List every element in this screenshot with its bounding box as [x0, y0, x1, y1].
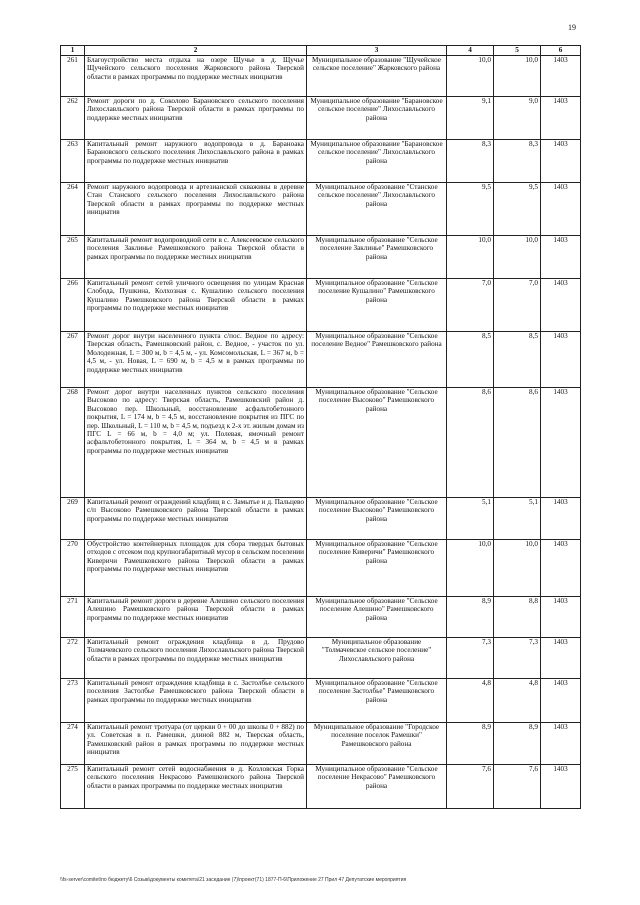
row-value-1: 4,8	[447, 679, 494, 723]
row-description: Капитальный ремонт дороги в деревне Алешино сельского поселения Алешино Рамешковского района Тверской области в рамках программы по поддержке местных инициатив	[85, 597, 307, 638]
row-description: Обустройство контейнерных площадок для сбора твердых бытовых отходов с отсеком под крупногабаритный мусор в сельском поселении Киверичи Рамешковского района Тверской области в рамках программы по поддержке местных инициатив	[85, 540, 307, 597]
row-organization: Муниципальное образование "Сельское поселение Некрасово" Рамешковского района	[307, 765, 447, 809]
row-organization: Муниципальное образование "Сельское поселение Киверичи" Рамешковского района	[307, 540, 447, 597]
row-value-2: 8,9	[494, 723, 541, 765]
row-value-2: 5,1	[494, 498, 541, 540]
row-description: Ремонт наружного водопровода и артезианской скважины в деревне Стан Станского сельского поселения Лихославльского района Тверской области в рамках программы по поддержке местных инициатив	[85, 183, 307, 236]
row-number: 263	[61, 140, 85, 183]
row-organization: Муниципальное образование "Сельское поселение Застолбье" Рамешковского района	[307, 679, 447, 723]
row-organization: Муниципальное образование "Щучейское сельское поселение" Жарковского района	[307, 56, 447, 97]
row-description: Капитальный ремонт сетей водоснабжения в д. Козловская Горка сельского поселения Некрасово Рамешковского района Тверской области в рамках программы по поддержке местных инициатив	[85, 765, 307, 809]
header-col-5: 5	[494, 46, 541, 56]
row-number: 268	[61, 388, 85, 498]
row-value-2: 4,8	[494, 679, 541, 723]
row-code: 1403	[541, 540, 581, 597]
row-description: Ремонт дорог внутри населенного пункта с/пос. Ведное по адресу: Тверская область, Рамешковский район, с. Ведное, - участок по ул. Молодежная, L = 300 м, b = 4,5 м, - ул. Комсомольская, L = 367 м, b = 4,5 м, - ул. Новая, L = 690 м, b = 4,5 м в рамках программы по поддержке местных инициатив	[85, 332, 307, 388]
row-value-1: 9,1	[447, 97, 494, 140]
row-description: Капитальный ремонт водопроводной сети в с. Алексеевское сельского поселения Заклинье Рамешковского района Тверской области в рамках программы по поддержке местных инициатив	[85, 236, 307, 279]
row-value-1: 8,3	[447, 140, 494, 183]
row-number: 262	[61, 97, 85, 140]
row-value-1: 7,6	[447, 765, 494, 809]
row-value-1: 9,5	[447, 183, 494, 236]
row-organization: Муниципальное образование "Сельское поселение Кушалино" Рамешковского района	[307, 279, 447, 332]
table-row	[61, 236, 581, 279]
row-value-2: 10,0	[494, 540, 541, 597]
row-organization: Муниципальное образование "Сельское поселение Алешино" Рамешковского района	[307, 597, 447, 638]
row-number: 273	[61, 679, 85, 723]
row-number: 275	[61, 765, 85, 809]
row-description: Капитальный ремонт сетей уличного освещения по улицам Красная Слобода, Пушкина, Колхозная с. Кушалино сельского поселения Кушалино Рамешковского района Тверской области в рамках программы по поддержке местных инициатив	[85, 279, 307, 332]
row-value-1: 10,0	[447, 540, 494, 597]
header-col-4: 4	[447, 46, 494, 56]
row-value-2: 8,5	[494, 332, 541, 388]
row-code: 1403	[541, 56, 581, 97]
row-code: 1403	[541, 765, 581, 809]
header-col-2: 2	[85, 46, 307, 56]
row-value-1: 8,9	[447, 723, 494, 765]
row-code: 1403	[541, 140, 581, 183]
row-value-1: 10,0	[447, 56, 494, 97]
budget-table	[60, 45, 581, 809]
table-row	[61, 279, 581, 332]
table-row	[61, 332, 581, 388]
row-value-2: 9,5	[494, 183, 541, 236]
table-row	[61, 183, 581, 236]
row-code: 1403	[541, 498, 581, 540]
row-code: 1403	[541, 279, 581, 332]
table-row	[61, 140, 581, 183]
header-col-1: 1	[61, 46, 85, 56]
row-organization: Муниципальное образование "Сельское поселение Заклинье" Рамешковского района	[307, 236, 447, 279]
row-value-2: 9,0	[494, 97, 541, 140]
table-header-row	[61, 46, 581, 56]
row-organization: Муниципальное образование "Сельское поселение Высоково" Рамешковского района	[307, 498, 447, 540]
table-row	[61, 97, 581, 140]
row-value-1: 5,1	[447, 498, 494, 540]
row-value-2: 10,0	[494, 56, 541, 97]
table-row	[61, 388, 581, 498]
row-organization: Муниципальное образование "Сельское поселение Ведное" Рамешковского района	[307, 332, 447, 388]
row-code: 1403	[541, 723, 581, 765]
row-code: 1403	[541, 638, 581, 679]
row-value-2: 7,6	[494, 765, 541, 809]
table-row	[61, 597, 581, 638]
row-code: 1403	[541, 679, 581, 723]
header-col-6: 6	[541, 46, 581, 56]
row-number: 270	[61, 540, 85, 597]
table-row	[61, 723, 581, 765]
row-description: Капитальный ремонт ограждения кладбища в д. Прудово Толмачевского сельского поселения Лихославльского района Тверской области в рамках программы по поддержке местных инициатив	[85, 638, 307, 679]
table-row	[61, 765, 581, 809]
header-col-3: 3	[307, 46, 447, 56]
row-organization: Муниципальное образование "Толмачевское сельское поселение" Лихославльского района	[307, 638, 447, 679]
row-value-2: 7,0	[494, 279, 541, 332]
row-organization: Муниципальное образование "Барановское сельское поселение" Лихославльского района	[307, 97, 447, 140]
row-number: 265	[61, 236, 85, 279]
row-description: Ремонт дорог внутри населенных пунктов сельского поселения Высоково по адресу: Тверская область, Рамешковский район д. Высоково пер. Школьный, восстановление асфальтобетонного покрытия, L = 174 м, b = 4,5 м, восстановление покрытия из ПГС по пер. Школьный, L = 110 м, b = 4,5 м, подъезд к 2-х эт. жилым домам из ПГС L = 66 м, b = 4,0 м; ул. Полевая, ямочный ремонт асфальтобетонного покрытия, L = 364 м, b = 4,5 м в рамках программы по поддержке местных инициатив	[85, 388, 307, 498]
page-number: 19	[568, 23, 576, 32]
row-description: Капитальный ремонт тротуара (от церкви 0 + 00 до школы 0 + 882) по ул. Советская в п. Рамешки, длиной 882 м, Тверская область, Рамешковский район в рамках программы по поддержке местных инициатив	[85, 723, 307, 765]
row-description: Капитальный ремонт ограждений кладбищ в с. Замытье и д. Пальцево с/п Высоково Рамешковского района Тверской области в рамках программы по поддержке местных инициатив	[85, 498, 307, 540]
file-path-footer: \\fs-server\comitet\по бюджету\6 Созыв\документы комитета\21 заседание (7)\проект(71) 1877-П-6\Приложение 27 Прил 47 Депутатские мероприятия	[60, 877, 407, 883]
row-organization: Муниципальное образование "Станское сельское поселение" Лихославльского района	[307, 183, 447, 236]
row-organization: Муниципальное образование "Сельское поселение Высоково" Рамешковского района	[307, 388, 447, 498]
row-description: Благоустройство места отдыха на озере Щучье в д. Щучье Щучейского сельского поселения Жарковского района Тверской области в рамках программы по поддержке местных инициатив	[85, 56, 307, 97]
row-value-2: 8,6	[494, 388, 541, 498]
row-number: 272	[61, 638, 85, 679]
row-number: 271	[61, 597, 85, 638]
row-number: 261	[61, 56, 85, 97]
table-row	[61, 56, 581, 97]
row-code: 1403	[541, 183, 581, 236]
table-row	[61, 679, 581, 723]
row-value-1: 7,0	[447, 279, 494, 332]
row-code: 1403	[541, 388, 581, 498]
row-organization: Муниципальное образование "Городское поселение поселок Рамешки" Рамешковского района	[307, 723, 447, 765]
row-value-1: 10,0	[447, 236, 494, 279]
row-value-1: 7,3	[447, 638, 494, 679]
row-code: 1403	[541, 97, 581, 140]
table-row	[61, 638, 581, 679]
row-description: Ремонт дороги по д. Соколово Барановского сельского поселения Лихославльского района Тверской области в рамках программы по поддержке местных инициатив	[85, 97, 307, 140]
table-row	[61, 540, 581, 597]
row-number: 266	[61, 279, 85, 332]
row-description: Капитальный ремонт ограждения кладбища в с. Застолбье сельского поселения Застолбье Рамешковского района Тверской области в рамках программы по поддержке местных инициатив	[85, 679, 307, 723]
row-value-2: 10,0	[494, 236, 541, 279]
table-body	[61, 56, 581, 809]
row-code: 1403	[541, 332, 581, 388]
row-value-2: 8,3	[494, 140, 541, 183]
row-description: Капитальный ремонт наружного водопровода в д. Бараноака Барановского сельского поселения Лихославльского района в рамках программы по поддержке местных инициатив	[85, 140, 307, 183]
row-value-1: 8,9	[447, 597, 494, 638]
row-value-1: 8,6	[447, 388, 494, 498]
row-value-2: 7,3	[494, 638, 541, 679]
table-row	[61, 498, 581, 540]
row-number: 264	[61, 183, 85, 236]
row-number: 269	[61, 498, 85, 540]
row-number: 267	[61, 332, 85, 388]
row-value-1: 8,5	[447, 332, 494, 388]
row-number: 274	[61, 723, 85, 765]
row-code: 1403	[541, 597, 581, 638]
row-value-2: 8,8	[494, 597, 541, 638]
row-code: 1403	[541, 236, 581, 279]
row-organization: Муниципальное образование "Барановское сельское поселение" Лихославльского района	[307, 140, 447, 183]
